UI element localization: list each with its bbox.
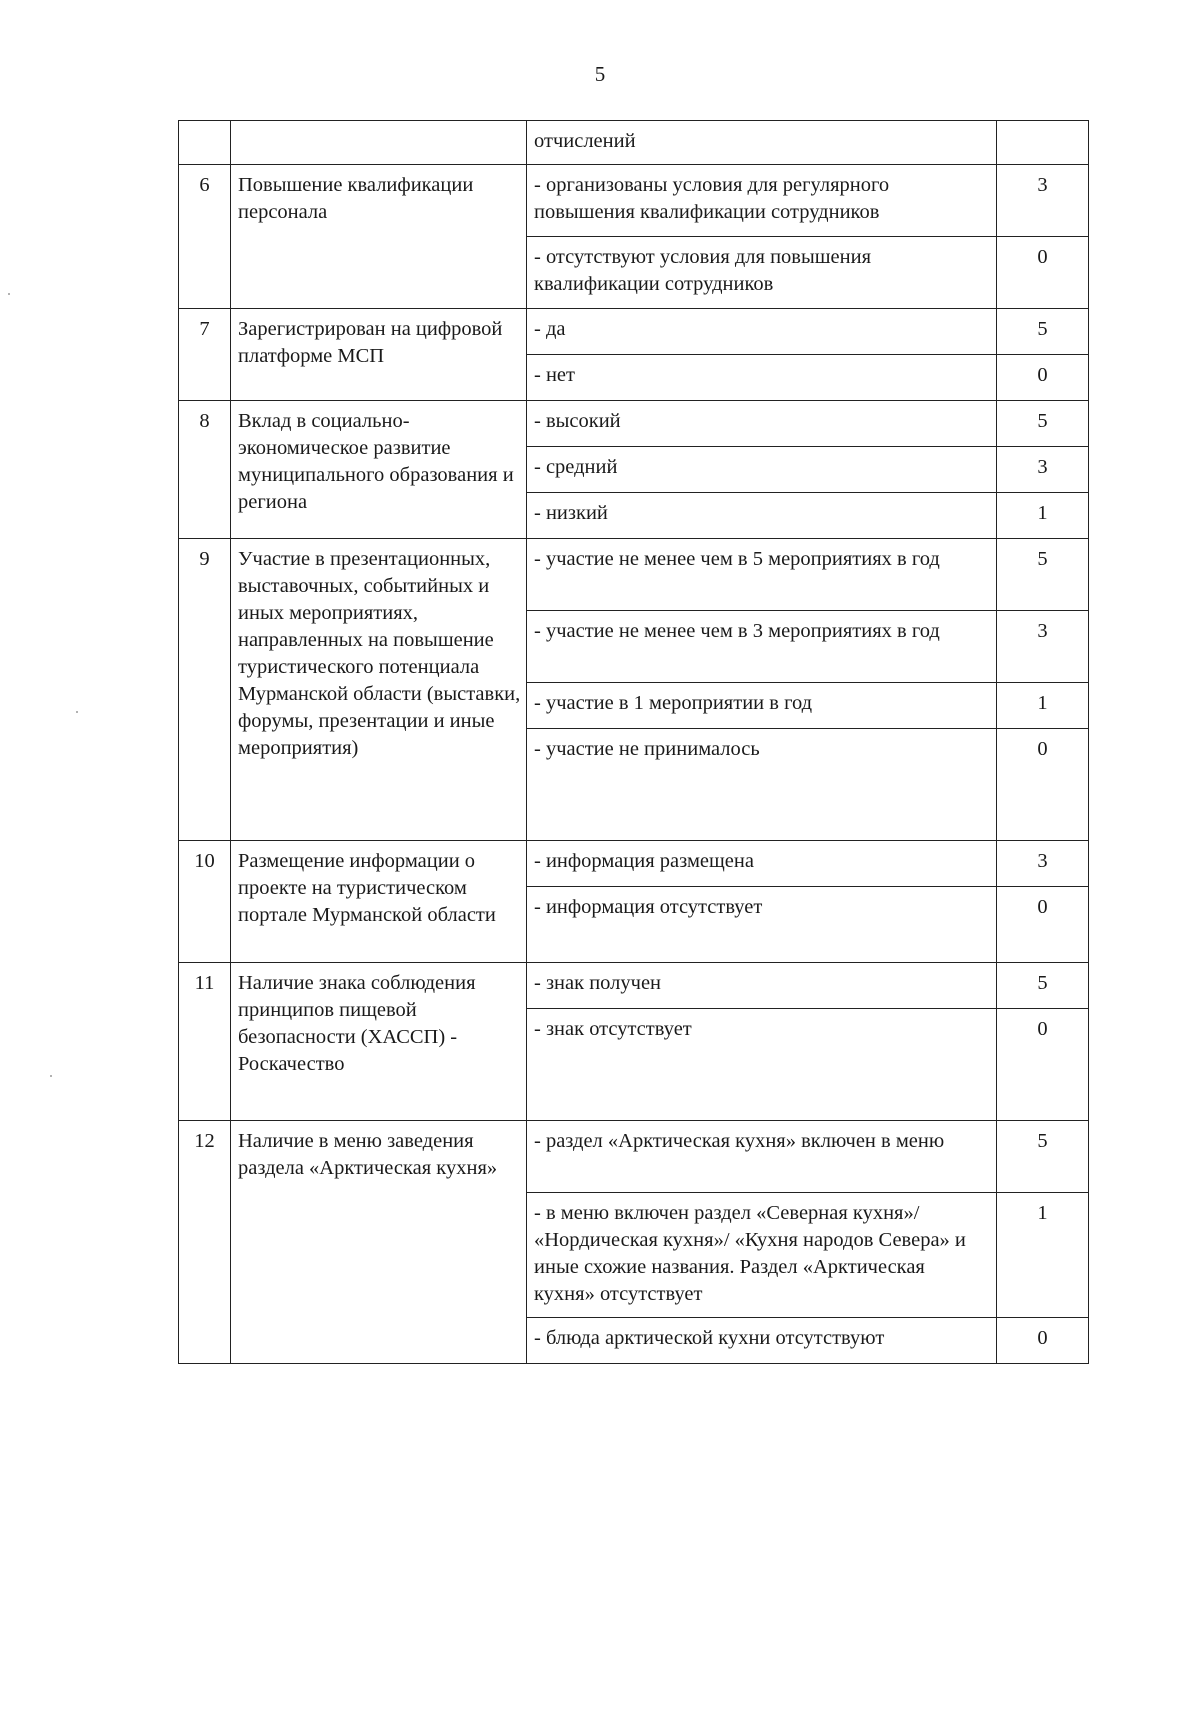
criterion-number: 6 [179,165,231,309]
criterion-option: - нет [527,355,997,401]
criterion-score: 5 [997,963,1089,1009]
criterion-option: - участие не менее чем в 5 мероприятиях в год [527,539,997,611]
criterion-name: Зарегистрирован на цифровой платформе МСП [231,309,527,401]
criterion-number: 9 [179,539,231,841]
criterion-option: - отсутствуют условия для повышения квалификации сотрудников [527,237,997,309]
criterion-option: - низкий [527,493,997,539]
criterion-option: отчислений [527,121,997,165]
criterion-name: Повышение квалификации персонала [231,165,527,309]
criterion-score: 5 [997,1121,1089,1193]
scan-speck [8,293,10,295]
table-row [179,1121,1089,1193]
criterion-option: - участие в 1 мероприятии в год [527,683,997,729]
scan-speck [50,1075,52,1077]
criterion-option: - да [527,309,997,355]
page-number: 5 [594,62,606,86]
table-row [179,165,1089,237]
criterion-option: - в меню включен раздел «Северная кухня»/ «Нордическая кухня»/ «Кухня народов Севера» и иные схожие названия. Раздел «Арктическая кухня» отсутствует [527,1193,997,1318]
criterion-score: 1 [997,493,1089,539]
criterion-score: 0 [997,355,1089,401]
table-row [179,963,1089,1009]
criterion-number: 10 [179,841,231,963]
criterion-score: 0 [997,1318,1089,1364]
table-row [179,309,1089,355]
criterion-option: - средний [527,447,997,493]
table-row [179,539,1089,611]
criterion-number: 12 [179,1121,231,1364]
criterion-option: - знак получен [527,963,997,1009]
criterion-score: 3 [997,165,1089,237]
scan-speck [76,711,78,713]
criterion-option: - раздел «Арктическая кухня» включен в меню [527,1121,997,1193]
criterion-option: - блюда арктической кухни отсутствуют [527,1318,997,1364]
criterion-name: Размещение информации о проекте на туристическом портале Мурманской области [231,841,527,963]
table-row [179,401,1089,447]
criterion-name [231,121,527,165]
criterion-score [997,121,1089,165]
criterion-number: 8 [179,401,231,539]
criterion-score: 5 [997,539,1089,611]
criterion-option: - информация размещена [527,841,997,887]
criterion-score: 1 [997,1193,1089,1318]
criterion-score: 0 [997,887,1089,963]
criterion-score: 3 [997,841,1089,887]
criterion-name: Вклад в социально-экономическое развитие муниципального образования и региона [231,401,527,539]
criterion-score: 0 [997,1009,1089,1121]
table-row [179,841,1089,887]
criterion-name: Участие в презентационных, выставочных, событийных и иных мероприятиях, направленных на повышение туристического потенциала Мурманской области (выставки, форумы, презентации и иные мероприятия) [231,539,527,841]
criterion-number: 11 [179,963,231,1121]
criterion-score: 5 [997,309,1089,355]
criterion-option: - участие не менее чем в 3 мероприятиях в год [527,611,997,683]
criterion-score: 3 [997,447,1089,493]
criterion-option: - информация отсутствует [527,887,997,963]
criterion-option: - высокий [527,401,997,447]
criterion-score: 3 [997,611,1089,683]
table-row [179,121,1089,165]
criterion-option: - организованы условия для регулярного повышения квалификации сотрудников [527,165,997,237]
criterion-number [179,121,231,165]
criterion-score: 5 [997,401,1089,447]
criterion-score: 0 [997,237,1089,309]
criterion-option: - участие не принималось [527,729,997,841]
criterion-score: 0 [997,729,1089,841]
criterion-number: 7 [179,309,231,401]
criterion-name: Наличие знака соблюдения принципов пищевой безопасности (ХАССП) - Роскачество [231,963,527,1121]
criteria-table [178,120,1089,1364]
criterion-name: Наличие в меню заведения раздела «Арктическая кухня» [231,1121,527,1364]
criterion-option: - знак отсутствует [527,1009,997,1121]
criterion-score: 1 [997,683,1089,729]
